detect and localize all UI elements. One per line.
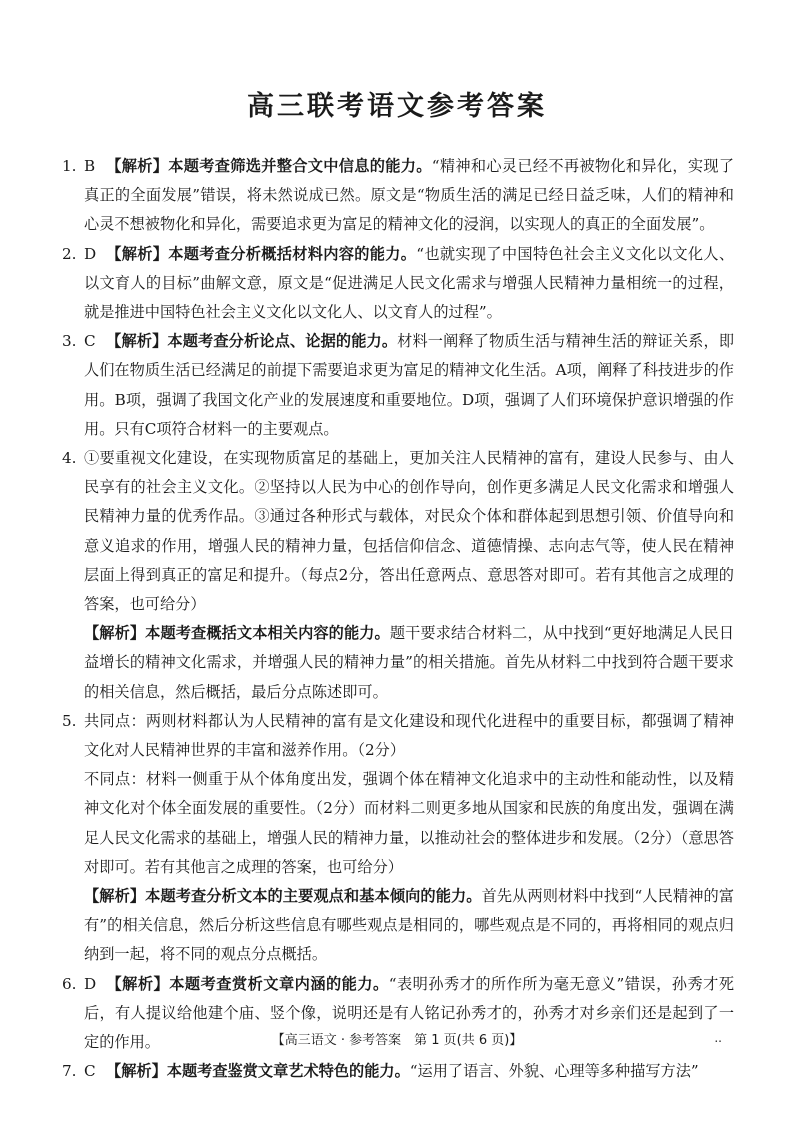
analysis-block (84, 619, 734, 707)
analysis-label: 【解析】本题考查分析论点、论据的能力。 (106, 332, 398, 351)
item-number: 3. (62, 332, 77, 351)
analysis-label: 【解析】本题考查概括文本相关内容的能力。 (84, 624, 390, 643)
item-number: 5. (62, 711, 77, 730)
item-number: 2. (62, 244, 77, 263)
answer-content (62, 152, 734, 1087)
different-points: 不同点：材料一侧重于从个体角度出发，强调个体在精神文化追求中的主动性和能动性，以及精神文化对个体全面发展的重要性。（2分）而材料二则更多地从国家和民族的角度出发，强调在满足人民文化需求的基础上，增强人民的精神力量，以推动社会的整体进步和发展。（2分）（意思答对即可。若有其他言之成理的答案，也可给分） (84, 770, 734, 876)
answer-choice: C (84, 1062, 96, 1081)
answer-choice: D (84, 244, 97, 263)
analysis-block (84, 882, 734, 970)
analysis-label: 【解析】本题考查筛选并整合文中信息的能力。 (106, 157, 432, 175)
item-number: 4. (62, 449, 77, 468)
answer-choice: C (84, 332, 96, 351)
answer-item-4 (62, 444, 734, 707)
analysis-text: “精神和心灵已经不再被物化和异化，实现了真正的全面发展”错误，将未然说成已然。原文是“物质生活的满足已经日益乏味，人们的精神和心灵不想被物化和异化，需要追求更为富足的精神文化的浸润，以实现人的真正的全面发展”。 (84, 157, 735, 234)
item-number: 1. (62, 157, 77, 175)
common-points: 共同点：两则材料都认为人民精神的富有是文化建设和现代化进程中的重要目标，都强调了精神文化对人民精神世界的丰富和滋养作用。（2分） (84, 711, 734, 760)
answer-item-5 (62, 707, 734, 970)
answer-choice: D (84, 974, 97, 993)
analysis-label: 【解析】本题考查赏析文章内涵的能力。 (106, 974, 389, 993)
page-footer: 【高三语文 · 参考答案 第 1 页(共 6 页)】 (271, 1033, 523, 1048)
corner-mark: .. (714, 1031, 722, 1045)
answer-item-7 (62, 1057, 734, 1086)
answer-text: ①要重视文化建设，在实现物质富足的基础上，更加关注人民精神的富有，建设人民参与、由人民享有的社会主义文化。②坚持以人民为中心的创作导向，创作更多满足人民文化需求和增强人民精神力量的优秀作品。③通过各种形式与载体，对民众个体和群体起到思想引领、价值导向和意义追求的作用，增强人民的精神力量，包括信仰信念、道德情操、志向志气等，使人民在精神层面上得到真正的富足和提升。（每点2分，答出任意两点、意思答对即可。若有其他言之成理的答案，也可给分） (84, 449, 734, 614)
analysis-label: 【解析】本题考查分析文本的主要观点和基本倾向的能力。 (84, 887, 482, 906)
analysis-text: 材料一阐释了物质生活与精神生活的辩证关系，即人们在物质生活已经满足的前提下需要追求更为富足的精神文化生活。A项，阐释了科技进步的作用。B项，强调了我国文化产业的发展速度和重要地位。D项，强调了人们环境保护意识增强的作用。只有C项符合材料一的主要观点。 (84, 332, 735, 438)
analysis-text: “运用了语言、外貌、心理等多种描写方法” (409, 1062, 699, 1081)
analysis-text: 题干要求结合材料二，从中找到“更好地满足人民日益增长的精神文化需求，并增强人民的精神力量”的相关措施。首先从材料二中找到符合题干要求的相关信息，然后概括，最后分点陈述即可。 (84, 624, 735, 701)
analysis-text: 首先从两则材料中找到“人民精神的富有”的相关信息，然后分析这些信息有哪些观点是相同的，哪些观点是不同的，再将相同的观点归纳到一起，将不同的观点分点概括。 (84, 887, 735, 964)
answer-item-1 (62, 152, 734, 240)
page-title: 高三联考语文参考答案 (247, 91, 547, 122)
item-number: 7. (62, 1062, 77, 1081)
item-number: 6. (62, 974, 77, 993)
answer-choice: B (84, 157, 96, 175)
answer-item-2 (62, 240, 734, 328)
analysis-label: 【解析】本题考查分析概括材料内容的能力。 (106, 244, 417, 263)
analysis-text: “也就实现了中国特色社会主义文化以文化人、以文育人的目标”曲解文意，原文是“促进满足人民文化需求与增强人民精神力量相统一的过程，就是推进中国特色社会主义文化以文化人、以文育人的过程”。 (84, 244, 735, 322)
answer-item-3 (62, 327, 734, 444)
analysis-text: “表明孙秀才的所作所为毫无意义”错误，孙秀才死后，有人提议给他建个庙、竖个像，说明还是有人铭记孙秀才的，孙秀才对乡亲们还是起到了一定的作用。 (84, 974, 735, 1052)
analysis-label: 【解析】本题考查鉴赏文章艺术特色的能力。 (106, 1062, 410, 1081)
